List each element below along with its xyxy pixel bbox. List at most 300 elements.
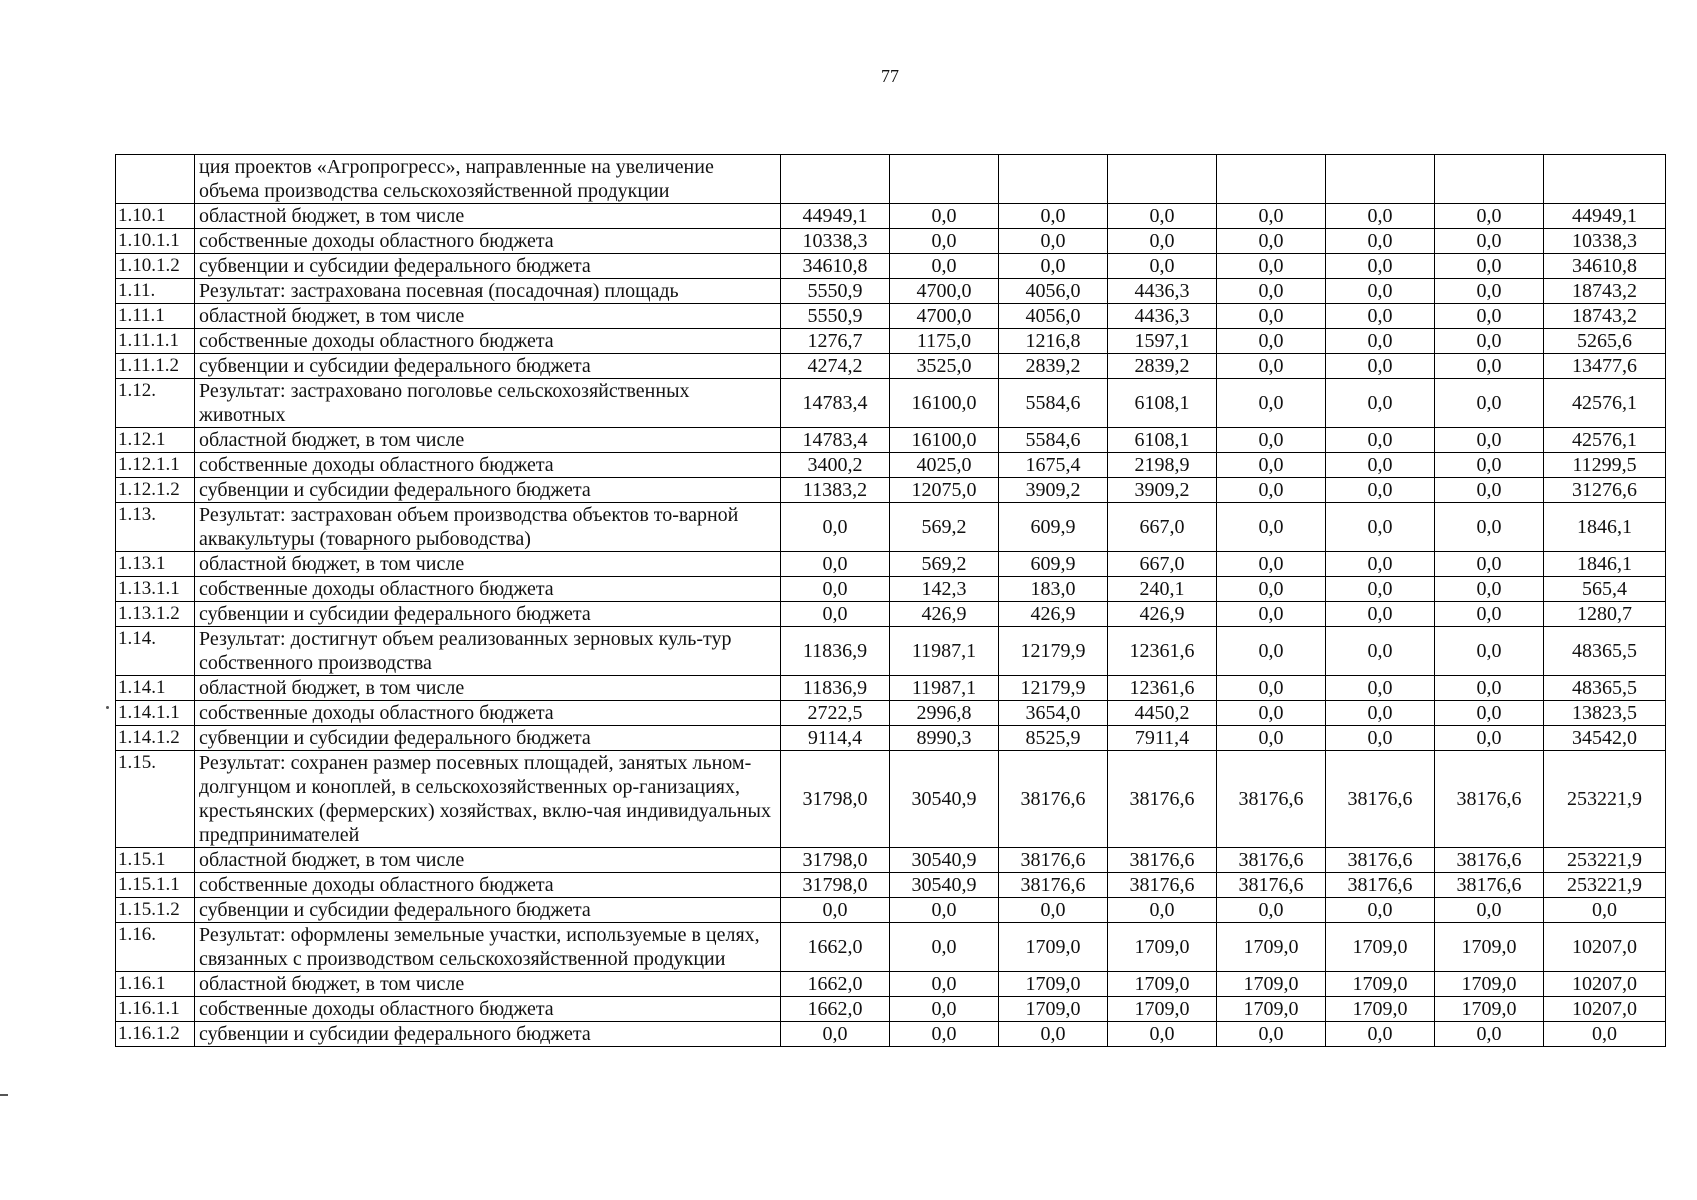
row-value: 16100,0 <box>890 428 999 453</box>
row-total-value: 44949,1 <box>1544 204 1666 229</box>
row-value: 4274,2 <box>781 354 890 379</box>
row-value: 0,0 <box>1217 627 1326 676</box>
row-name: собственные доходы областного бюджета <box>195 873 781 898</box>
row-value: 0,0 <box>1435 1022 1544 1047</box>
row-value <box>1108 155 1217 204</box>
row-total-value: 10338,3 <box>1544 229 1666 254</box>
row-value: 1675,4 <box>999 453 1108 478</box>
row-value: 0,0 <box>1217 577 1326 602</box>
table-row <box>116 354 1666 379</box>
row-value: 569,2 <box>890 552 999 577</box>
row-value: 3909,2 <box>999 478 1108 503</box>
row-value: 30540,9 <box>890 848 999 873</box>
row-value: 426,9 <box>890 602 999 627</box>
row-value: 0,0 <box>1435 279 1544 304</box>
row-value: 1597,1 <box>1108 329 1217 354</box>
row-value: 38176,6 <box>1217 848 1326 873</box>
row-value: 30540,9 <box>890 751 999 848</box>
row-name: областной бюджет, в том числе <box>195 552 781 577</box>
row-value: 38176,6 <box>1108 751 1217 848</box>
row-value: 1709,0 <box>1217 972 1326 997</box>
row-value: 0,0 <box>1108 1022 1217 1047</box>
row-code: 1.11.1.1 <box>116 329 195 354</box>
row-value: 0,0 <box>999 229 1108 254</box>
row-value: 0,0 <box>1217 701 1326 726</box>
row-value: 31798,0 <box>781 848 890 873</box>
row-value: 5584,6 <box>999 379 1108 428</box>
row-total-value: 10207,0 <box>1544 997 1666 1022</box>
row-name: Результат: застрахован объем производства объектов то-варной аквакультуры (товарного рыбоводства) <box>195 503 781 552</box>
row-value: 0,0 <box>1326 478 1435 503</box>
row-value: 38176,6 <box>1326 873 1435 898</box>
row-value: 1662,0 <box>781 972 890 997</box>
row-value: 11383,2 <box>781 478 890 503</box>
row-value: 0,0 <box>1108 254 1217 279</box>
row-value: 0,0 <box>1326 701 1435 726</box>
table-row <box>116 1022 1666 1047</box>
row-value: 0,0 <box>1326 726 1435 751</box>
row-value: 0,0 <box>1326 379 1435 428</box>
row-code: 1.13. <box>116 503 195 552</box>
row-value: 0,0 <box>1217 552 1326 577</box>
row-total-value: 1846,1 <box>1544 552 1666 577</box>
row-value: 3400,2 <box>781 453 890 478</box>
row-code: 1.12.1.1 <box>116 453 195 478</box>
row-value: 31798,0 <box>781 873 890 898</box>
table-row <box>116 997 1666 1022</box>
row-value: 1709,0 <box>1108 997 1217 1022</box>
row-name: субвенции и субсидии федерального бюджета <box>195 726 781 751</box>
row-code: 1.13.1.1 <box>116 577 195 602</box>
row-value: 0,0 <box>1217 602 1326 627</box>
row-value: 0,0 <box>1217 204 1326 229</box>
row-name: собственные доходы областного бюджета <box>195 997 781 1022</box>
row-value: 38176,6 <box>1326 848 1435 873</box>
row-value: 30540,9 <box>890 873 999 898</box>
row-code: 1.12.1.2 <box>116 478 195 503</box>
row-value: 0,0 <box>1217 428 1326 453</box>
row-value: 0,0 <box>1435 329 1544 354</box>
row-value: 0,0 <box>1217 329 1326 354</box>
row-value: 667,0 <box>1108 552 1217 577</box>
row-value: 4436,3 <box>1108 279 1217 304</box>
row-value: 1276,7 <box>781 329 890 354</box>
row-value: 0,0 <box>1435 898 1544 923</box>
row-total-value: 42576,1 <box>1544 428 1666 453</box>
row-total-value: 34542,0 <box>1544 726 1666 751</box>
row-value: 9114,4 <box>781 726 890 751</box>
row-value: 0,0 <box>890 972 999 997</box>
row-value: 1709,0 <box>999 997 1108 1022</box>
row-value: 0,0 <box>1217 279 1326 304</box>
row-value: 0,0 <box>1217 379 1326 428</box>
row-value <box>781 155 890 204</box>
row-value: 0,0 <box>781 898 890 923</box>
row-value: 6108,1 <box>1108 428 1217 453</box>
row-value: 2722,5 <box>781 701 890 726</box>
table-row <box>116 751 1666 848</box>
row-name: собственные доходы областного бюджета <box>195 453 781 478</box>
table-row <box>116 701 1666 726</box>
row-name: областной бюджет, в том числе <box>195 304 781 329</box>
row-value: 0,0 <box>1435 428 1544 453</box>
table-row <box>116 279 1666 304</box>
row-value: 5550,9 <box>781 279 890 304</box>
row-value: 0,0 <box>1217 304 1326 329</box>
row-value: 609,9 <box>999 552 1108 577</box>
row-value: 8990,3 <box>890 726 999 751</box>
row-value: 4436,3 <box>1108 304 1217 329</box>
row-value: 38176,6 <box>1435 873 1544 898</box>
row-value: 0,0 <box>1326 204 1435 229</box>
row-value: 11836,9 <box>781 627 890 676</box>
row-code: 1.14.1.2 <box>116 726 195 751</box>
table-row <box>116 923 1666 972</box>
row-code <box>116 155 195 204</box>
row-name: Результат: сохранен размер посевных площадей, занятых льном-долгунцом и коноплей, в сельскохозяйственных ор-ганизациях, крестьянских (фермерских) хозяйствах, вклю-чая индивидуальных предпринимателей <box>195 751 781 848</box>
row-value: 0,0 <box>1217 453 1326 478</box>
row-value: 0,0 <box>1326 602 1435 627</box>
row-code: 1.16.1.1 <box>116 997 195 1022</box>
row-total-value: 253221,9 <box>1544 873 1666 898</box>
row-value: 0,0 <box>1435 304 1544 329</box>
table-row <box>116 552 1666 577</box>
row-value: 11836,9 <box>781 676 890 701</box>
row-name: собственные доходы областного бюджета <box>195 701 781 726</box>
row-value <box>1326 155 1435 204</box>
row-name: субвенции и субсидии федерального бюджета <box>195 1022 781 1047</box>
row-name: субвенции и субсидии федерального бюджета <box>195 602 781 627</box>
row-code: 1.12.1 <box>116 428 195 453</box>
table-row <box>116 577 1666 602</box>
row-value: 0,0 <box>1435 254 1544 279</box>
row-value: 1709,0 <box>1326 923 1435 972</box>
row-value: 183,0 <box>999 577 1108 602</box>
row-value: 0,0 <box>1217 478 1326 503</box>
row-value: 0,0 <box>890 254 999 279</box>
row-value: 0,0 <box>1435 577 1544 602</box>
row-value: 0,0 <box>999 898 1108 923</box>
row-value: 6108,1 <box>1108 379 1217 428</box>
row-value: 34610,8 <box>781 254 890 279</box>
row-value <box>890 155 999 204</box>
row-value: 0,0 <box>1217 726 1326 751</box>
row-value: 38176,6 <box>1435 848 1544 873</box>
row-total-value: 253221,9 <box>1544 751 1666 848</box>
row-value: 0,0 <box>1435 552 1544 577</box>
row-value: 14783,4 <box>781 379 890 428</box>
row-value: 5550,9 <box>781 304 890 329</box>
row-total-value: 34610,8 <box>1544 254 1666 279</box>
row-value: 0,0 <box>890 898 999 923</box>
row-value: 0,0 <box>1108 204 1217 229</box>
row-value: 0,0 <box>1435 726 1544 751</box>
row-name: субвенции и субсидии федерального бюджета <box>195 478 781 503</box>
row-name: Результат: достигнут объем реализованных зерновых куль-тур собственного производства <box>195 627 781 676</box>
row-value: 0,0 <box>1435 204 1544 229</box>
row-name: субвенции и субсидии федерального бюджета <box>195 354 781 379</box>
row-name: ция проектов «Агропрогресс», направленные на увеличение объема производства сельскохозяйственной продукции <box>195 155 781 204</box>
table-row <box>116 873 1666 898</box>
row-value: 0,0 <box>890 1022 999 1047</box>
row-value: 38176,6 <box>999 751 1108 848</box>
row-value: 0,0 <box>890 229 999 254</box>
row-total-value: 0,0 <box>1544 1022 1666 1047</box>
row-value: 8525,9 <box>999 726 1108 751</box>
row-total-value: 31276,6 <box>1544 478 1666 503</box>
row-value: 0,0 <box>781 577 890 602</box>
row-value: 38176,6 <box>1435 751 1544 848</box>
row-value: 0,0 <box>1435 453 1544 478</box>
row-code: 1.14.1 <box>116 676 195 701</box>
row-value: 0,0 <box>1326 453 1435 478</box>
row-name: областной бюджет, в том числе <box>195 676 781 701</box>
row-value: 0,0 <box>890 997 999 1022</box>
row-value: 4056,0 <box>999 279 1108 304</box>
table-row <box>116 503 1666 552</box>
row-value: 0,0 <box>1435 701 1544 726</box>
row-value: 1709,0 <box>1326 997 1435 1022</box>
margin-dash <box>0 1094 8 1096</box>
row-value: 1709,0 <box>999 923 1108 972</box>
row-value: 0,0 <box>1108 229 1217 254</box>
row-value: 12179,9 <box>999 676 1108 701</box>
row-name: Результат: застраховано поголовье сельскохозяйственных животных <box>195 379 781 428</box>
row-total-value: 42576,1 <box>1544 379 1666 428</box>
row-value: 1709,0 <box>1435 997 1544 1022</box>
table-body <box>116 155 1666 1047</box>
row-value: 569,2 <box>890 503 999 552</box>
row-value: 0,0 <box>1217 898 1326 923</box>
row-value: 0,0 <box>1435 676 1544 701</box>
row-value: 0,0 <box>999 254 1108 279</box>
row-value: 0,0 <box>1326 1022 1435 1047</box>
row-total-value: 1280,7 <box>1544 602 1666 627</box>
row-value: 0,0 <box>1435 602 1544 627</box>
row-value: 0,0 <box>1435 229 1544 254</box>
row-value: 1709,0 <box>1108 972 1217 997</box>
table-row <box>116 627 1666 676</box>
row-value: 0,0 <box>890 204 999 229</box>
row-code: 1.11. <box>116 279 195 304</box>
row-code: 1.10.1.2 <box>116 254 195 279</box>
row-value: 0,0 <box>1326 898 1435 923</box>
row-value: 4025,0 <box>890 453 999 478</box>
row-value: 0,0 <box>781 503 890 552</box>
row-name: собственные доходы областного бюджета <box>195 577 781 602</box>
row-value: 0,0 <box>1217 229 1326 254</box>
row-value: 2996,8 <box>890 701 999 726</box>
row-code: 1.11.1 <box>116 304 195 329</box>
row-total-value: 10207,0 <box>1544 972 1666 997</box>
table-row <box>116 898 1666 923</box>
row-value: 1709,0 <box>1435 923 1544 972</box>
row-value: 0,0 <box>1217 1022 1326 1047</box>
row-name: собственные доходы областного бюджета <box>195 329 781 354</box>
row-value: 0,0 <box>1435 627 1544 676</box>
row-value: 12075,0 <box>890 478 999 503</box>
row-value: 1709,0 <box>1217 997 1326 1022</box>
row-name: Результат: оформлены земельные участки, используемые в целях, связанных с производством сельскохозяйственной продукции <box>195 923 781 972</box>
row-value: 0,0 <box>1326 354 1435 379</box>
row-value: 38176,6 <box>999 873 1108 898</box>
row-value: 0,0 <box>1326 279 1435 304</box>
table-row <box>116 428 1666 453</box>
row-value: 667,0 <box>1108 503 1217 552</box>
row-total-value: 253221,9 <box>1544 848 1666 873</box>
row-value: 1709,0 <box>1108 923 1217 972</box>
row-value: 0,0 <box>999 1022 1108 1047</box>
row-value: 0,0 <box>1326 552 1435 577</box>
row-value: 10338,3 <box>781 229 890 254</box>
row-total-value: 18743,2 <box>1544 304 1666 329</box>
row-code: 1.10.1.1 <box>116 229 195 254</box>
row-value: 0,0 <box>1326 627 1435 676</box>
row-value: 11987,1 <box>890 627 999 676</box>
row-value: 38176,6 <box>1108 873 1217 898</box>
table-row <box>116 379 1666 428</box>
row-total-value: 5265,6 <box>1544 329 1666 354</box>
row-value: 7911,4 <box>1108 726 1217 751</box>
row-code: 1.11.1.2 <box>116 354 195 379</box>
row-total-value: 48365,5 <box>1544 627 1666 676</box>
row-value: 0,0 <box>781 602 890 627</box>
row-value: 1709,0 <box>1217 923 1326 972</box>
table-row <box>116 229 1666 254</box>
row-name: субвенции и субсидии федерального бюджета <box>195 254 781 279</box>
row-value: 4450,2 <box>1108 701 1217 726</box>
row-value: 11987,1 <box>890 676 999 701</box>
row-value: 1709,0 <box>999 972 1108 997</box>
row-value: 3909,2 <box>1108 478 1217 503</box>
row-value: 0,0 <box>1217 503 1326 552</box>
row-value: 38176,6 <box>1217 873 1326 898</box>
row-value: 12179,9 <box>999 627 1108 676</box>
row-name: Результат: застрахована посевная (посадочная) площадь <box>195 279 781 304</box>
row-value: 4700,0 <box>890 304 999 329</box>
row-value: 0,0 <box>1217 676 1326 701</box>
row-value: 38176,6 <box>999 848 1108 873</box>
table-row <box>116 254 1666 279</box>
row-total-value: 13823,5 <box>1544 701 1666 726</box>
row-value: 0,0 <box>1326 329 1435 354</box>
table-row <box>116 155 1666 204</box>
row-value: 0,0 <box>1435 354 1544 379</box>
row-value: 5584,6 <box>999 428 1108 453</box>
row-value: 0,0 <box>1326 676 1435 701</box>
row-value: 426,9 <box>1108 602 1217 627</box>
row-name: областной бюджет, в том числе <box>195 848 781 873</box>
row-value <box>1435 155 1544 204</box>
row-value <box>999 155 1108 204</box>
row-value: 240,1 <box>1108 577 1217 602</box>
row-code: 1.15. <box>116 751 195 848</box>
row-code: 1.16. <box>116 923 195 972</box>
row-value: 0,0 <box>781 552 890 577</box>
row-value: 2198,9 <box>1108 453 1217 478</box>
row-value: 0,0 <box>1326 577 1435 602</box>
row-value: 0,0 <box>1326 304 1435 329</box>
row-value: 12361,6 <box>1108 627 1217 676</box>
row-value: 0,0 <box>1217 354 1326 379</box>
table-row <box>116 848 1666 873</box>
table-row <box>116 726 1666 751</box>
row-code: 1.16.1 <box>116 972 195 997</box>
row-value: 0,0 <box>1326 428 1435 453</box>
row-value: 0,0 <box>890 923 999 972</box>
row-total-value: 18743,2 <box>1544 279 1666 304</box>
row-value: 44949,1 <box>781 204 890 229</box>
table-row <box>116 972 1666 997</box>
row-value: 142,3 <box>890 577 999 602</box>
row-code: 1.14.1.1 <box>116 701 195 726</box>
table-row <box>116 602 1666 627</box>
row-value: 0,0 <box>1326 503 1435 552</box>
row-code: 1.15.1 <box>116 848 195 873</box>
row-code: 1.12. <box>116 379 195 428</box>
row-total-value: 10207,0 <box>1544 923 1666 972</box>
row-code: 1.16.1.2 <box>116 1022 195 1047</box>
row-name: областной бюджет, в том числе <box>195 204 781 229</box>
row-total-value <box>1544 155 1666 204</box>
row-value: 609,9 <box>999 503 1108 552</box>
row-value: 14783,4 <box>781 428 890 453</box>
row-value: 0,0 <box>1217 254 1326 279</box>
row-value: 0,0 <box>999 204 1108 229</box>
row-value: 0,0 <box>1435 503 1544 552</box>
row-total-value: 565,4 <box>1544 577 1666 602</box>
row-value: 1216,8 <box>999 329 1108 354</box>
row-value: 1709,0 <box>1326 972 1435 997</box>
row-code: 1.13.1 <box>116 552 195 577</box>
table-row <box>116 453 1666 478</box>
row-value: 426,9 <box>999 602 1108 627</box>
row-value: 0,0 <box>1435 478 1544 503</box>
row-value: 0,0 <box>1326 229 1435 254</box>
table-row <box>116 304 1666 329</box>
row-value: 1662,0 <box>781 923 890 972</box>
row-code: 1.15.1.2 <box>116 898 195 923</box>
row-value: 0,0 <box>1435 379 1544 428</box>
row-value <box>1217 155 1326 204</box>
row-code: 1.13.1.2 <box>116 602 195 627</box>
table-row <box>116 478 1666 503</box>
page-number: 77 <box>881 66 899 86</box>
row-name: областной бюджет, в том числе <box>195 972 781 997</box>
row-value: 0,0 <box>1108 898 1217 923</box>
row-name: собственные доходы областного бюджета <box>195 229 781 254</box>
row-value: 3525,0 <box>890 354 999 379</box>
table-row <box>116 676 1666 701</box>
row-total-value: 11299,5 <box>1544 453 1666 478</box>
row-value: 1709,0 <box>1435 972 1544 997</box>
row-value: 3654,0 <box>999 701 1108 726</box>
row-total-value: 13477,6 <box>1544 354 1666 379</box>
row-value: 16100,0 <box>890 379 999 428</box>
row-total-value: 1846,1 <box>1544 503 1666 552</box>
row-value: 1175,0 <box>890 329 999 354</box>
row-name: областной бюджет, в том числе <box>195 428 781 453</box>
row-value: 12361,6 <box>1108 676 1217 701</box>
row-value: 4056,0 <box>999 304 1108 329</box>
table-row <box>116 329 1666 354</box>
budget-table <box>115 154 1666 1047</box>
row-value: 38176,6 <box>1217 751 1326 848</box>
margin-dot <box>106 706 109 709</box>
row-value: 2839,2 <box>1108 354 1217 379</box>
row-value: 38176,6 <box>1326 751 1435 848</box>
row-code: 1.14. <box>116 627 195 676</box>
